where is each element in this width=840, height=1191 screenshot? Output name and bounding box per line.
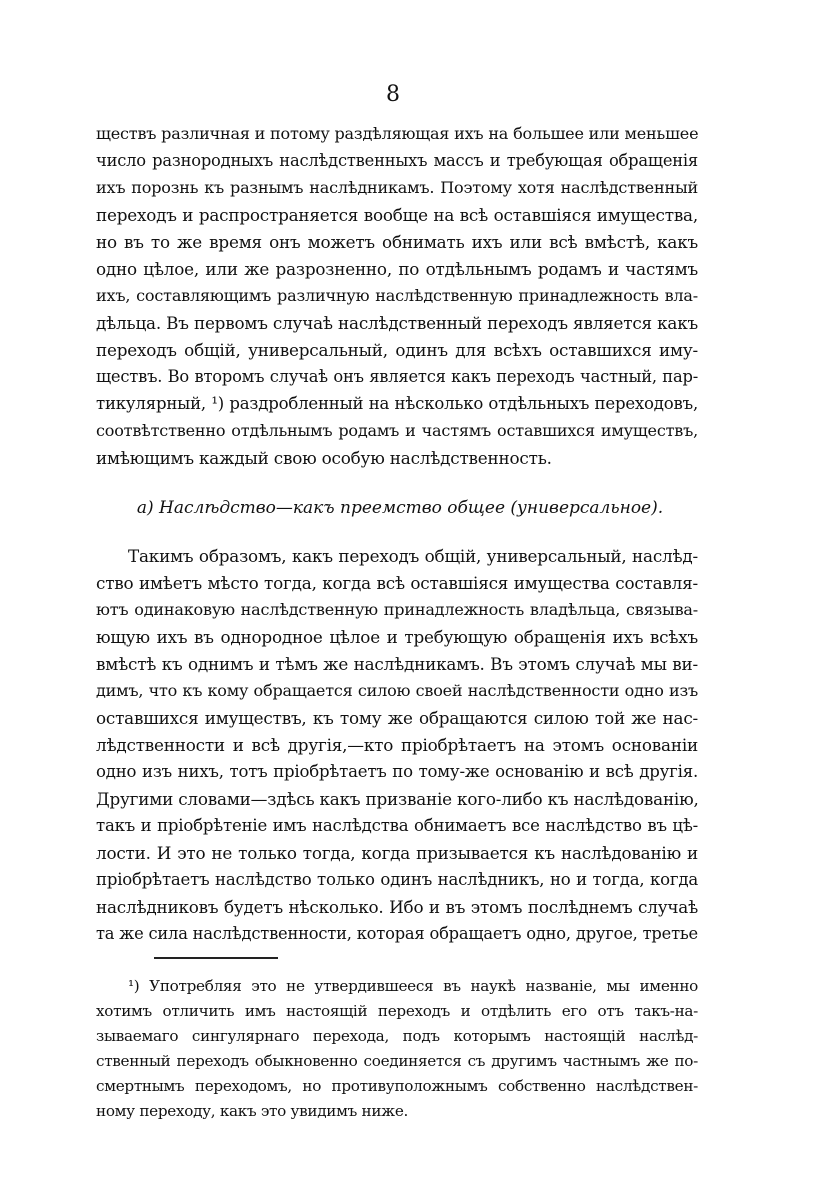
section-line: Такимъ образомъ, какъ переходъ общій, универсальный, наслѣд- — [128, 546, 698, 566]
section-line: Другими словами—здѣсь какъ призваніе кого-либо къ наслѣдованію, — [96, 789, 699, 809]
body-line: имѣющимъ каждый свою особую наслѣдственность. — [96, 448, 552, 468]
section-line: пріобрѣтаетъ наслѣдство только одинъ наслѣдникъ, но и тогда, когда — [96, 870, 698, 889]
footnote-line: ному переходу, какъ это увидимъ ниже. — [96, 1102, 409, 1120]
body-line: переходъ и распространяется вообще на всѣ оставшіяся имущества, — [96, 205, 698, 225]
section-line: одно изъ нихъ, тотъ пріобрѣтаетъ по тому-же основанію и всѣ другія. — [96, 762, 698, 781]
section-line: ство имѣетъ мѣсто тогда, когда всѣ оставшіяся имущества составля- — [96, 573, 698, 593]
body-line: ществъ различная и потому раздѣляющая ихъ на большее или меньшее — [96, 124, 699, 143]
footnote-line: смертнымъ переходомъ, но противуположнымъ собственно наслѣдствен- — [96, 1077, 698, 1095]
section-line: вмѣстѣ къ однимъ и тѣмъ же наслѣдникамъ. Въ этомъ случаѣ мы ви- — [96, 654, 698, 674]
section-line: наслѣдниковъ будетъ нѣсколько. Ибо и въ этомъ послѣднемъ случаѣ — [96, 897, 698, 917]
body-line: тикулярный, ¹) раздробленный на нѣсколько отдѣльныхъ переходовъ, — [96, 394, 698, 413]
body-line: число разнородныхъ наслѣдственныхъ массъ и требующая обращенія — [96, 151, 698, 170]
body-line: ихъ порознь къ разнымъ наслѣдникамъ. Поэтому хотя наслѣдственный — [96, 178, 698, 197]
section-line: лости. И это не только тогда, когда призывается къ наслѣдованію и — [96, 843, 698, 863]
body-line: но въ то же время онъ можетъ обнимать ихъ или всѣ вмѣстѣ, какъ — [96, 232, 698, 252]
section-line: ющую ихъ въ однородное цѣлое и требующую обращенія ихъ всѣхъ — [96, 627, 698, 647]
body-line: дѣльца. Въ первомъ случаѣ наслѣдственный переходъ является какъ — [96, 313, 698, 333]
section-line: такъ и пріобрѣтеніе имъ наслѣдства обнимаетъ все наслѣдство въ цѣ- — [96, 816, 698, 835]
section-line: та же сила наслѣдственности, которая обращаетъ одно, другое, третье — [96, 924, 698, 943]
footnote-line: зываемаго сингулярнаго перехода, подъ которымъ настоящій наслѣд- — [96, 1027, 698, 1045]
section-line: димъ, что къ кому обращается силою своей наслѣдственности одно изъ — [96, 681, 698, 700]
body-line: ихъ, составляющимъ различную наслѣдственную принадлежность вла- — [96, 286, 698, 305]
section-line: оставшихся имуществъ, къ тому же обращаются силою той же нас- — [96, 708, 698, 728]
section-line: лѣдственности и всѣ другія,—кто пріобрѣтаетъ на этомъ основаніи — [96, 735, 698, 755]
body-line: соотвѣтственно отдѣльнымъ родамъ и частямъ оставшихся имуществъ, — [96, 421, 698, 440]
footnote-line: ¹) Употребляя это не утвердившееся въ наукѣ названіе, мы именно — [128, 977, 698, 995]
page-number: 8 — [386, 82, 400, 107]
footnote-line: ственный переходъ обыкновенно соединяется съ другимъ частнымъ же по- — [96, 1052, 698, 1070]
section-line: ютъ одинаковую наслѣдственную принадлежность владѣльца, связыва- — [96, 600, 698, 619]
footnote-line: хотимъ отличить имъ настоящій переходъ и отдѣлить его отъ такъ-на- — [96, 1002, 698, 1020]
section-heading: а) Наслѣдство—какъ преемство общее (универсальное). — [136, 498, 664, 518]
footnote-separator — [154, 957, 278, 959]
body-line: одно цѣлое, или же разрозненно, по отдѣльнымъ родамъ и частямъ — [96, 259, 698, 279]
body-line: переходъ общій, универсальный, одинъ для всѣхъ оставшихся иму- — [96, 340, 698, 360]
body-line: ществъ. Во второмъ случаѣ онъ является какъ переходъ частный, пар- — [96, 367, 698, 386]
